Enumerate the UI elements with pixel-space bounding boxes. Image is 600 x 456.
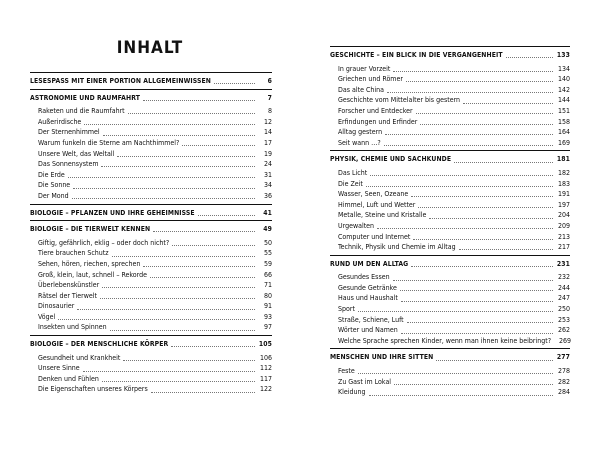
dot-leader <box>172 244 255 246</box>
dot-leader <box>459 248 553 250</box>
page-title: INHALT <box>116 38 184 58</box>
toc-entry-page-number: 8 <box>267 107 272 116</box>
toc-entry <box>330 189 570 200</box>
toc-entry <box>330 179 570 190</box>
toc-chapter-heading-page-number: 231 <box>556 259 570 268</box>
toc-entry-page-number: 262 <box>557 326 570 335</box>
toc-entry <box>30 301 272 312</box>
dot-leader <box>117 155 255 157</box>
toc-entry-label: Unsere Sinne <box>38 364 80 373</box>
toc-entry-page-number: 24 <box>263 160 272 169</box>
dot-leader <box>454 161 553 163</box>
toc-chapter-heading-label: BIOLOGIE – DER MENSCHLICHE KÖRPER <box>30 340 169 349</box>
toc-entry <box>330 117 570 128</box>
toc-chapter-heading-page-number: 41 <box>263 208 272 217</box>
toc-entry-label: Computer und Internet <box>338 232 411 241</box>
toc-entry-label: Das Sonnensystem <box>38 160 99 169</box>
toc-entry-page-number: 71 <box>263 281 272 290</box>
toc-entry <box>30 270 272 281</box>
toc-section <box>30 72 272 87</box>
toc-entry <box>330 366 570 377</box>
dot-leader <box>401 332 553 334</box>
toc-entry-label: Seit wann …? <box>338 138 381 147</box>
toc-entry-page-number: 232 <box>557 273 570 282</box>
dot-leader <box>506 56 553 58</box>
dot-leader <box>400 289 553 291</box>
toc-entry-page-number: 158 <box>557 117 570 126</box>
toc-entry-label: Giftig, gefährlich, eklig – oder doch nicht? <box>38 238 170 247</box>
toc-entry-page-number: 19 <box>263 149 272 158</box>
toc-entry-label: Unsere Welt, das Weltall <box>38 149 115 158</box>
dot-leader <box>73 187 255 189</box>
dot-leader <box>128 112 255 114</box>
toc-entry <box>330 325 570 336</box>
toc-entry-page-number: 217 <box>557 243 570 252</box>
dot-leader <box>377 227 553 229</box>
toc-entry <box>330 272 570 283</box>
dot-leader <box>103 134 255 136</box>
dot-leader <box>387 91 553 93</box>
dot-leader <box>416 112 553 114</box>
toc-entry-label: Griechen und Römer <box>338 75 403 84</box>
dot-leader <box>100 297 255 299</box>
toc-entry-page-number: 31 <box>263 170 272 179</box>
dot-leader <box>436 359 553 361</box>
toc-entry-page-number: 169 <box>557 138 570 147</box>
toc-chapter-heading-page-number: 6 <box>267 77 272 85</box>
dot-leader <box>198 214 255 216</box>
toc-entry <box>330 304 570 315</box>
toc-entry-page-number: 284 <box>557 388 570 397</box>
toc-entry <box>330 210 570 221</box>
toc-entry-label: Groß, klein, laut, schnell – Rekorde <box>38 270 147 279</box>
toc-entry <box>330 387 570 398</box>
toc-entry-label: Geschichte vom Mittelalter bis gestern <box>338 96 461 105</box>
toc-chapter-heading-page-number: 7 <box>267 93 272 102</box>
toc-entry-page-number: 183 <box>557 179 570 188</box>
toc-chapter-heading <box>30 93 272 104</box>
toc-entry <box>30 353 272 364</box>
toc-entry <box>330 377 570 388</box>
toc-right <box>330 46 570 398</box>
toc-entry-page-number: 244 <box>557 283 570 292</box>
toc-entry-page-number: 250 <box>557 305 570 314</box>
toc-entry-page-number: 112 <box>259 364 272 373</box>
dot-leader <box>68 176 255 178</box>
toc-entry <box>330 232 570 243</box>
dot-leader <box>407 321 553 323</box>
toc-entry-label: Vögel <box>38 312 56 321</box>
toc-entry <box>330 106 570 117</box>
toc-entry <box>30 312 272 323</box>
dot-leader <box>406 80 553 82</box>
toc-entry-label: Der Sternenhimmel <box>38 128 100 137</box>
toc-entry-label: Außerirdische <box>38 117 82 126</box>
toc-entry-label: Gesundes Essen <box>338 273 390 282</box>
toc-entry-label: In grauer Vorzeit <box>338 64 391 73</box>
toc-chapter-heading <box>30 339 272 350</box>
dot-leader <box>84 123 255 125</box>
toc-entry-page-number: 50 <box>263 238 272 247</box>
toc-entry <box>30 117 272 128</box>
toc-entry <box>30 138 272 149</box>
dot-leader <box>401 300 553 302</box>
toc-entry-page-number: 144 <box>557 96 570 105</box>
toc-section <box>30 220 272 333</box>
toc-entry-label: Urgewalten <box>338 221 375 230</box>
toc-entry-page-number: 282 <box>557 377 570 386</box>
toc-entry-label: Raketen und die Raumfahrt <box>38 107 125 116</box>
dot-leader <box>72 197 255 199</box>
toc-section <box>30 204 272 219</box>
toc-entry-label: Die Eigenschaften unseres Körpers <box>38 385 148 394</box>
toc-entry <box>330 336 570 347</box>
toc-section <box>330 46 570 148</box>
toc-entry-label: Metalle, Steine und Kristalle <box>338 211 427 220</box>
dot-leader <box>358 310 553 312</box>
toc-entry <box>30 280 272 291</box>
toc-entry-label: Die Erde <box>38 170 65 179</box>
toc-entry <box>30 191 272 202</box>
toc-entry-page-number: 12 <box>263 117 272 126</box>
toc-entry <box>30 322 272 333</box>
dot-leader <box>150 276 255 278</box>
toc-chapter-heading-page-number: 277 <box>556 353 570 362</box>
dot-leader <box>123 359 255 361</box>
dot-leader <box>151 391 255 393</box>
dot-leader <box>102 380 255 382</box>
dot-leader <box>358 372 553 374</box>
toc-entry-page-number: 191 <box>557 190 570 199</box>
toc-entry-page-number: 122 <box>259 385 272 394</box>
dot-leader <box>463 102 553 104</box>
toc-entry-page-number: 117 <box>259 374 272 383</box>
toc-entry <box>30 363 272 374</box>
dot-leader <box>214 82 255 84</box>
toc-entry <box>30 384 272 395</box>
toc-entry <box>30 106 272 117</box>
toc-entry-page-number: 247 <box>557 294 570 303</box>
dot-leader <box>394 383 553 385</box>
toc-entry-label: Der Mond <box>38 191 69 200</box>
toc-entry-label: Gesundheit und Krankheit <box>38 353 121 362</box>
toc-chapter-heading <box>30 224 272 235</box>
dot-leader <box>58 318 255 320</box>
toc-entry-label: Wasser, Seen, Ozeane <box>338 190 409 199</box>
dot-leader <box>143 99 255 101</box>
toc-entry-page-number: 164 <box>557 128 570 137</box>
toc-entry <box>330 315 570 326</box>
toc-entry-page-number: 182 <box>557 168 570 177</box>
toc-entry <box>30 238 272 249</box>
toc-entry-page-number: 17 <box>263 138 272 147</box>
toc-chapter-heading-page-number: 49 <box>263 225 272 234</box>
toc-entry-label: Erfindungen und Erfinder <box>338 117 418 126</box>
toc-chapter-heading <box>330 259 570 270</box>
toc-entry-page-number: 209 <box>557 221 570 230</box>
toc-chapter-heading-label: RUND UM DEN ALLTAG <box>330 259 409 268</box>
dot-leader <box>418 206 553 208</box>
toc-entry-label: Haus und Haushalt <box>338 294 398 303</box>
toc-chapter-heading-page-number: 181 <box>556 155 570 164</box>
toc-section <box>30 335 272 395</box>
toc-chapter-heading <box>30 76 272 87</box>
dot-leader <box>429 217 553 219</box>
toc-entry <box>330 200 570 211</box>
toc-entry-label: Das alte China <box>338 85 384 94</box>
toc-entry <box>330 221 570 232</box>
dot-leader <box>413 238 553 240</box>
toc-chapter-heading <box>330 154 570 165</box>
toc-entry <box>30 374 272 385</box>
dot-leader <box>369 394 554 396</box>
toc-entry-page-number: 142 <box>557 85 570 94</box>
toc-entry-label: Wörter und Namen <box>338 326 398 335</box>
dot-leader <box>83 370 255 372</box>
toc-section <box>30 89 272 202</box>
toc-chapter-heading <box>330 50 570 61</box>
toc-entry-label: Denken und Fühlen <box>38 374 99 383</box>
toc-entry-label: Alltag gestern <box>338 128 383 137</box>
dot-leader <box>102 286 255 288</box>
toc-chapter-heading-label: LESESPASS MIT EINER PORTION ALLGEMEINWISSEN <box>30 77 211 85</box>
toc-entry-page-number: 140 <box>557 75 570 84</box>
toc-section <box>330 255 570 347</box>
toc-entry-page-number: 93 <box>263 312 272 321</box>
toc-entry-page-number: 213 <box>557 232 570 241</box>
dot-leader <box>143 265 255 267</box>
toc-entry <box>30 127 272 138</box>
toc-entry <box>330 138 570 149</box>
dot-leader <box>182 144 255 146</box>
dot-leader <box>153 230 255 232</box>
dot-leader <box>366 185 553 187</box>
toc-entry-label: Technik, Physik und Chemie im Alltag <box>338 243 456 252</box>
toc-chapter-heading-page-number: 133 <box>556 51 570 59</box>
toc-entry-label: Rätsel der Tierwelt <box>38 291 98 300</box>
toc-entry-page-number: 253 <box>557 315 570 324</box>
toc-entry <box>330 64 570 75</box>
toc-entry <box>30 291 272 302</box>
toc-section <box>330 150 570 252</box>
dot-leader <box>393 279 553 281</box>
dot-leader <box>370 174 553 176</box>
toc-entry <box>30 170 272 181</box>
toc-entry-page-number: 269 <box>559 336 572 345</box>
toc-entry-label: Feste <box>338 367 355 376</box>
toc-entry-page-number: 97 <box>263 323 272 332</box>
toc-entry-label: Gesunde Getränke <box>338 283 397 292</box>
toc-entry-page-number: 59 <box>263 259 272 268</box>
toc-entry <box>30 180 272 191</box>
toc-chapter-heading-label: MENSCHEN UND IHRE SITTEN <box>330 353 434 362</box>
toc-entry-page-number: 106 <box>259 353 272 362</box>
toc-entry <box>330 293 570 304</box>
toc-entry-page-number: 91 <box>263 302 272 311</box>
dot-leader <box>411 195 553 197</box>
dot-leader <box>77 308 255 310</box>
toc-chapter-heading-label: BIOLOGIE – DIE TIERWELT KENNEN <box>30 225 151 234</box>
toc-entry-label: Sehen, hören, riechen, sprechen <box>38 259 141 268</box>
toc-chapter-heading-label: GESCHICHTE – EIN BLICK IN DIE VERGANGENHEIT <box>330 51 503 59</box>
dot-leader <box>385 133 553 135</box>
toc-entry <box>330 95 570 106</box>
dot-leader <box>411 265 553 267</box>
toc-entry-page-number: 278 <box>557 367 570 376</box>
toc-entry-label: Das Licht <box>338 168 368 177</box>
toc-entry-label: Kleidung <box>338 388 366 397</box>
dot-leader <box>393 70 553 72</box>
toc-entry <box>30 259 272 270</box>
toc-entry <box>330 85 570 96</box>
toc-entry-label: Zu Gast im Lokal <box>338 377 392 386</box>
dot-leader <box>110 329 255 331</box>
toc-entry <box>330 168 570 179</box>
dot-leader <box>171 345 255 347</box>
toc-entry-label: Sport <box>338 305 355 314</box>
toc-section <box>330 348 570 397</box>
toc-entry-page-number: 36 <box>263 191 272 200</box>
toc-entry-page-number: 151 <box>557 106 570 115</box>
toc-entry-label: Insekten und Spinnen <box>38 323 107 332</box>
toc-entry-page-number: 204 <box>557 211 570 220</box>
toc-chapter-heading-label: PHYSIK, CHEMIE UND SACHKUNDE <box>330 155 452 164</box>
toc-entry <box>30 149 272 160</box>
toc-entry-label: Himmel, Luft und Wetter <box>338 200 416 209</box>
toc-entry <box>330 74 570 85</box>
toc-entry <box>330 242 570 253</box>
toc-entry-page-number: 55 <box>263 249 272 258</box>
toc-entry <box>30 159 272 170</box>
toc-entry <box>330 127 570 138</box>
toc-entry <box>30 248 272 259</box>
toc-entry-label: Warum funkeln die Sterne am Nachthimmel? <box>38 138 180 147</box>
toc-chapter-heading-page-number: 105 <box>258 340 272 349</box>
toc-entry-label: Straße, Schiene, Luft <box>338 315 404 324</box>
dot-leader <box>384 144 553 146</box>
toc-entry-label: Forscher und Entdecker <box>338 106 413 115</box>
toc-entry-page-number: 14 <box>263 128 272 137</box>
toc-entry-label: Die Sonne <box>38 181 71 190</box>
toc-entry-label: Dinosaurier <box>38 302 75 311</box>
dot-leader <box>112 255 255 257</box>
toc-entry-label: Welche Sprache sprechen Kinder, wenn man ihnen keine beibringt? <box>338 336 552 345</box>
dot-leader <box>101 165 255 167</box>
dot-leader <box>420 123 553 125</box>
toc-chapter-heading <box>330 352 570 363</box>
toc-entry-page-number: 197 <box>557 200 570 209</box>
toc-entry-label: Überlebenskünstler <box>38 281 100 290</box>
toc-chapter-heading-label: BIOLOGIE – PFLANZEN UND IHRE GEHEIMNISSE <box>30 208 195 217</box>
toc-entry-label: Die Zeit <box>338 179 363 188</box>
toc-entry <box>330 283 570 294</box>
toc-left <box>30 72 272 395</box>
toc-chapter-heading <box>30 208 272 219</box>
toc-entry-page-number: 134 <box>557 64 570 73</box>
toc-entry-page-number: 66 <box>263 270 272 279</box>
toc-chapter-heading-label: ASTRONOMIE UND RAUMFAHRT <box>30 93 140 102</box>
right-page <box>300 0 600 456</box>
toc-entry-page-number: 80 <box>263 291 272 300</box>
toc-entry-label: Tiere brauchen Schutz <box>38 249 109 258</box>
toc-entry-page-number: 34 <box>263 181 272 190</box>
